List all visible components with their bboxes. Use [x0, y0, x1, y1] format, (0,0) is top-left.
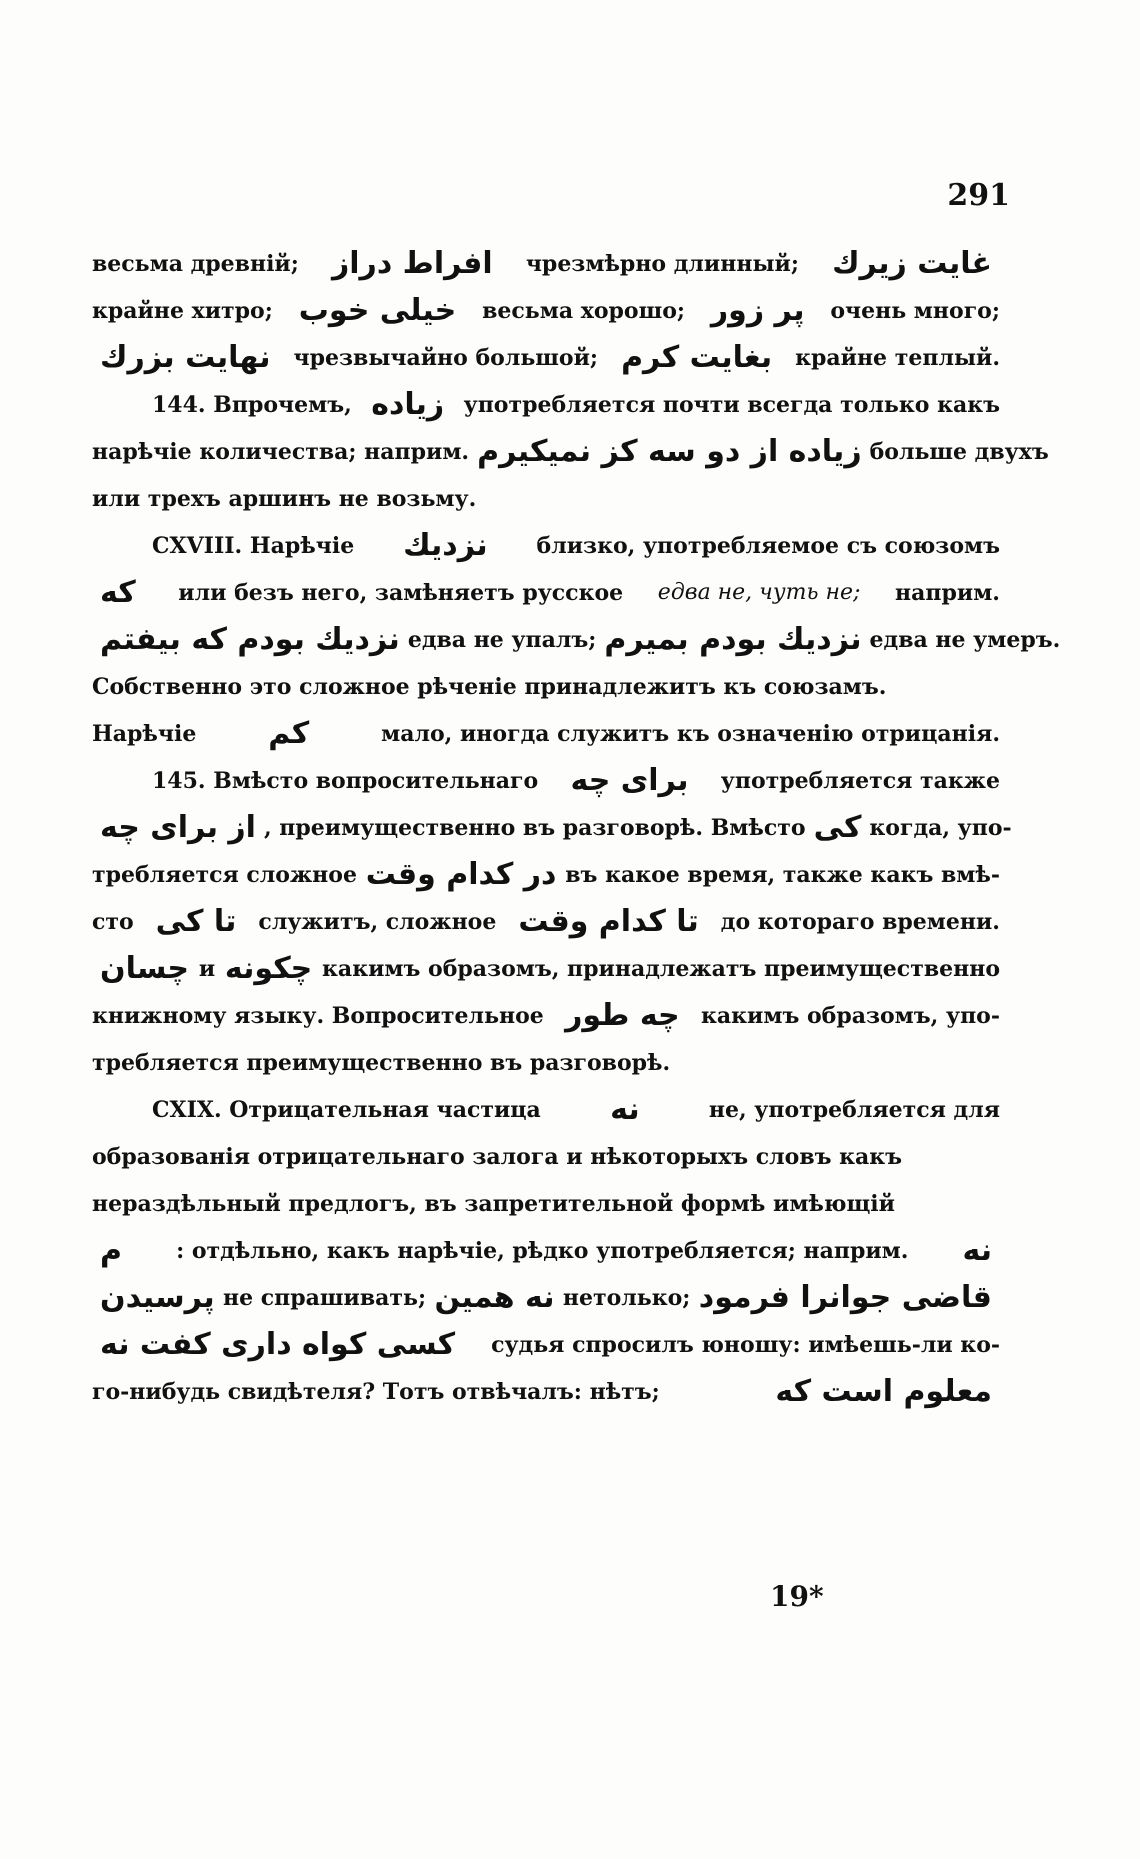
text-line: [92, 381, 1000, 428]
arabic-phrase: نه: [610, 1091, 640, 1127]
text-line: [92, 1180, 1000, 1227]
russian-text: крайне хитро;: [92, 297, 273, 324]
text-line: [92, 616, 1061, 663]
russian-text: и: [198, 955, 216, 982]
text-line: [92, 1039, 1000, 1086]
body-text: [92, 240, 1061, 1415]
arabic-phrase: افراط دراز: [332, 245, 493, 281]
text-line: [92, 757, 1000, 804]
russian-text: употребляется также: [720, 767, 1000, 794]
arabic-phrase: غايت زيرك: [832, 245, 992, 281]
arabic-phrase: زياده: [371, 386, 445, 422]
arabic-phrase: زياده از دو سه كز نميكيرم: [477, 433, 862, 469]
arabic-phrase: نزديك: [403, 527, 488, 563]
russian-text: чрезмѣрно длинный;: [525, 250, 799, 277]
russian-text: требляется сложное: [92, 861, 357, 888]
russian-text: судья спросилъ юношу: имѣешь-ли ко-: [491, 1331, 1000, 1358]
text-line: [92, 710, 1000, 757]
russian-text: не спрашивать;: [222, 1284, 427, 1311]
arabic-phrase: كم: [268, 715, 310, 751]
arabic-phrase: چسان: [100, 950, 190, 986]
russian-text: Собственно это сложное рѣченіе принадлежитъ къ союзамъ.: [92, 673, 887, 700]
arabic-phrase: كسى كواه دارى كفت نه: [100, 1326, 456, 1362]
russian-text: наприм.: [895, 579, 1000, 606]
russian-text: CXIX. Отрицательная частица: [152, 1096, 541, 1123]
text-line: [92, 663, 1000, 710]
arabic-phrase: از براى چه: [100, 809, 256, 845]
text-line: [92, 1133, 1000, 1180]
russian-text: служитъ, сложное: [258, 908, 497, 935]
page-number: 291: [947, 178, 1010, 213]
text-line: [92, 1274, 1000, 1321]
arabic-phrase: در كدام وقت: [365, 856, 557, 892]
russian-text: крайне теплый.: [795, 344, 1000, 371]
russian-text: CXVIII. Нарѣчіе: [152, 532, 355, 559]
text-line: [92, 287, 1000, 334]
text-line: [92, 851, 1000, 898]
arabic-phrase: خيلى خوب: [298, 292, 457, 328]
russian-text: , преимущественно въ разговорѣ. Вмѣсто: [263, 814, 806, 841]
arabic-phrase: كه: [100, 574, 136, 610]
russian-text: Нарѣчіе: [92, 720, 197, 747]
russian-text: мало, иногда служитъ къ означенію отрицанія.: [381, 720, 1000, 747]
russian-text: или трехъ аршинъ не возьму.: [92, 485, 477, 512]
russian-text: 145. Вмѣсто вопросительнаго: [152, 767, 539, 794]
text-line: [92, 334, 1000, 381]
arabic-phrase: تا كى: [155, 903, 237, 939]
russian-text: : отдѣльно, какъ нарѣчіе, рѣдко употребляется; наприм.: [176, 1237, 909, 1264]
signature-mark: 19*: [770, 1580, 824, 1613]
russian-text: сто: [92, 908, 134, 935]
russian-text: очень много;: [830, 297, 1000, 324]
russian-text: нераздѣльный предлогъ, въ запретительной формѣ имѣющій: [92, 1190, 895, 1217]
text-line: [92, 1321, 1000, 1368]
russian-text: 144. Впрочемъ,: [152, 391, 352, 418]
russian-text: какимъ образомъ, упо-: [700, 1002, 1000, 1029]
arabic-phrase: پر زور: [710, 292, 805, 328]
text-line: [92, 240, 1000, 287]
russian-text: требляется преимущественно въ разговорѣ.: [92, 1049, 671, 1076]
arabic-phrase: پرسيدن: [100, 1279, 215, 1315]
russian-text: не, употребляется для: [708, 1096, 1000, 1123]
text-line: [92, 804, 1012, 851]
russian-text: нетолько;: [562, 1284, 691, 1311]
arabic-phrase: براى چه: [570, 762, 689, 798]
text-line: [92, 1368, 1000, 1415]
russian-text: нарѣчіе количества; наприм.: [92, 438, 470, 465]
russian-text: книжному языку. Вопросительное: [92, 1002, 544, 1029]
text-line: [92, 428, 1049, 475]
arabic-phrase: بغايت كرم: [621, 339, 773, 375]
text-line: [92, 945, 1000, 992]
russian-text: едва не умеръ.: [869, 626, 1061, 653]
russian-text: когда, упо-: [869, 814, 1012, 841]
russian-text: весьма хорошо;: [482, 297, 686, 324]
arabic-phrase: معلوم است كه: [775, 1373, 992, 1409]
arabic-phrase: نزديك بودم كه بيفتم: [100, 621, 400, 657]
arabic-phrase: چه طور: [565, 997, 680, 1033]
russian-text: го-нибудь свидѣтеля? Тотъ отвѣчалъ: нѣтъ;: [92, 1378, 660, 1405]
text-line: [92, 992, 1000, 1039]
text-line: [92, 898, 1000, 945]
arabic-phrase: نه: [962, 1232, 992, 1268]
arabic-phrase: كى: [813, 809, 862, 845]
arabic-phrase: چكونه: [224, 950, 313, 986]
russian-text: употребляется почти всегда только какъ: [463, 391, 1000, 418]
russian-text: едва не упалъ;: [407, 626, 597, 653]
arabic-phrase: نهايت بزرك: [100, 339, 271, 375]
russian-text: до котораго времени.: [720, 908, 1000, 935]
arabic-phrase: م: [100, 1232, 122, 1268]
russian-text: образованія отрицательнаго залога и нѣкоторыхъ словъ какъ: [92, 1143, 903, 1170]
russian-text: какимъ образомъ, принадлежатъ преимущественно: [322, 955, 1000, 982]
russian-text: чрезвычайно большой;: [293, 344, 599, 371]
russian-text: весьма древній;: [92, 250, 299, 277]
text-line: [92, 522, 1000, 569]
text-line: [92, 569, 1000, 616]
text-line: [92, 1086, 1000, 1133]
arabic-phrase: نه همين: [434, 1279, 555, 1315]
arabic-phrase: نزديك بودم بميرم: [604, 621, 862, 657]
italic-phrase: едва не, чуть не;: [657, 579, 861, 605]
russian-text: близко, употребляемое съ союзомъ: [536, 532, 1000, 559]
russian-text: въ какое время, также какъ вмѣ-: [565, 861, 1000, 888]
arabic-phrase: تا كدام وقت: [518, 903, 699, 939]
russian-text: или безъ него, замѣняетъ русское: [178, 579, 624, 606]
text-line: [92, 475, 1000, 522]
text-line: [92, 1227, 1000, 1274]
arabic-phrase: قاضى جوانرا فرمود: [698, 1279, 992, 1315]
russian-text: больше двухъ: [869, 438, 1049, 465]
